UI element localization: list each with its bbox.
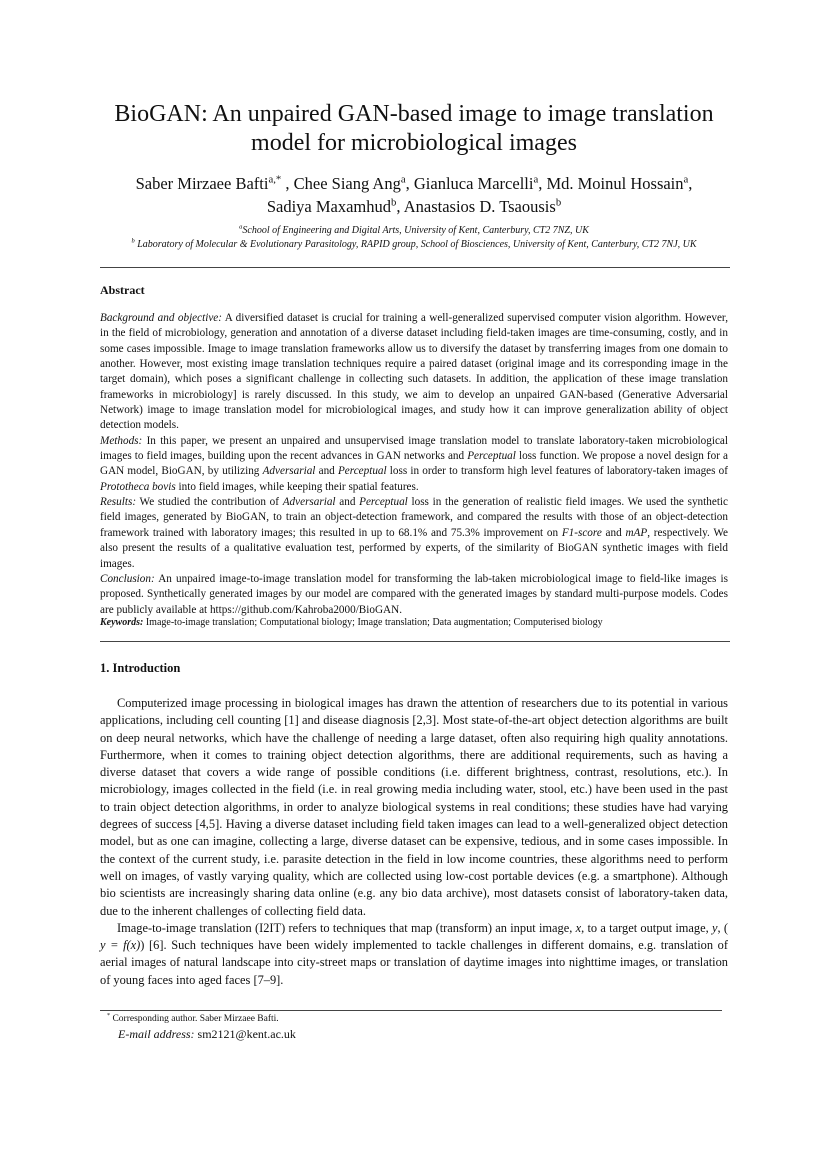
affiliation-b: $^b$ Laboratory of Molecular & Evolutionary Parasitology, RAPID group, School of Biosciences, University of Kent, Canterbury, CT2 7NJ, UK xyxy=(131,237,697,250)
author-1: Saber Mirzaee Bafti xyxy=(135,174,269,193)
abstract-conclusion: Conclusion: An unpaired image-to-image translation model for transforming the lab-taken microbiological image to field-like images is proposed. Synthetically generated images by our model are compared with the generated images by standard multi-purpose models. Codes are publicly available at https://github.com/Kahroba2000/BioGAN. xyxy=(100,572,728,616)
author-5: Sadiya Maxamhud xyxy=(266,197,392,216)
author-3: , Gianluca Marcelli xyxy=(405,174,534,193)
author-6-affil: b xyxy=(555,196,562,209)
inline-equation: y = f(x) xyxy=(100,938,141,953)
keywords-text: Image-to-image translation; Computational biology; Image translation; Data augmentation; Computerised biology xyxy=(143,617,603,628)
corresponding-author-footnote: * Corresponding author. Saber Mirzaee Bafti. xyxy=(107,1012,279,1024)
abstract-methods: Methods: In this paper, we present an unpaired and unsupervised image translation model to translate laboratory-taken microbiological images to field images, building upon the recent advances in GAN networks and Perceptual loss function. We propose a novel design for a GAN model, BioGAN, by utilizing Adversarial and Perceptual loss in order to transform high level features of laboratory-taken images of Prototheca bovis into field images, while keeping their spatial features. xyxy=(100,434,729,493)
author-4: , Md. Moinul Hossain xyxy=(538,174,684,193)
footnote-divider xyxy=(100,1010,722,1011)
abstract-body xyxy=(100,311,728,618)
intro-paragraph-1: Computerized image processing in biological images has drawn the attention of researchers due to its potential in various applications, including cell counting [1] and disease diagnosis [2,3]. Most state-of-the-art object detection algorithms are built on deep neural networks, which have the challenge of needing a large dataset, often also requiring high quality annotations. Furthermore, when it comes to training object detection algorithms, there are additional requirements, such as having a diverse dataset that covers a wide range of possible conditions (i.e. different brightness, contrast, resolutions, etc.). In microbiology, images collected in the field (i.e. in real growing media including water, stool, etc.) have been used in the past to train object detection algorithms, in order to analyze biological systems in real conditions; these studies have had varying degrees of success [4,5]. Having a diverse dataset including field taken images can lead to a well-generalized object detection model, but as one can imagine, collecting a large, diverse dataset can be expensive, tedious, and in some cases impossible. In the context of the current study, i.e. parasite detection in the field in low income countries, these algorithms need to perform well on images, of vastly varying quality, which are collected using low-cost portable devices (e.g. a smartphone). Although bio scientists are increasingly sharing data online (e.g. any bio data archive), most datasets consist of laboratory-taken data, due to the inherent challenges of collecting field data. xyxy=(100,696,728,918)
email-address: sm2121@kent.ac.uk xyxy=(194,1027,296,1041)
introduction-body xyxy=(100,695,728,989)
intro-paragraph-2: Image-to-image translation (I2IT) refers to techniques that map (transform) an input image, x, to a target output image, y, ( y = f(x)) [6]. Such techniques have been widely implemented to tackle challenges in different domains, e.g. translation of aerial images of natural landscape into city-street maps or translation of daytime images into nighttime images, or translation of young faces into aged faces [7–9]. xyxy=(100,920,728,987)
paper-title xyxy=(80,100,748,158)
author-4-tail: , xyxy=(688,174,693,193)
header-divider xyxy=(100,267,730,268)
title-line-1: BioGAN: An unpaired GAN-based image to image translation xyxy=(114,101,714,127)
author-5-affil: b xyxy=(391,196,397,209)
keywords-label: Keywords: xyxy=(100,617,144,628)
author-2-affil: a xyxy=(400,173,406,186)
abstract-divider xyxy=(100,641,730,642)
author-3-affil: a xyxy=(533,173,539,186)
author-1-affil: a,* xyxy=(268,173,282,186)
author-6: , Anastasios D. Tsaousis xyxy=(396,197,556,216)
section-heading-introduction: 1. Introduction xyxy=(100,661,181,675)
keywords xyxy=(100,616,728,630)
abstract-results: Results: We studied the contribution of Adversarial and Perceptual loss in the generation of realistic field images. We used the synthetic field images, generated by BioGAN, to train an object-detection framework, and compared the results with those of an object-detection framework trained with laboratory images; this resulted in up to 68.1% and 75.3% improvement on F1-score and mAP, respectively. We also present the results of a qualitative evaluation test, performed by experts, of the similarity of BioGAN synthetic images with field images. xyxy=(100,496,729,570)
affiliations xyxy=(60,224,768,252)
affiliation-a: $^a$School of Engineering and Digital Arts, University of Kent, Canterbury, CT2 7NZ, UK xyxy=(239,223,589,236)
title-line-2: model for microbiological images xyxy=(251,130,577,156)
abstract-background: Background and objective: A diversified dataset is crucial for training a well-generalized supervised computer vision algorithm. However, in the field of microbiology, generation and annotation of a diverse dataset including field-taken images are time-consuming, costly, and in some cases impossible. Image to image translation frameworks allow us to diversify the dataset by transferring images from one domain to another. However, most existing image translation techniques require a paired dataset (original image and its corresponding image in the target domain), which poses a significant challenge in collecting such datasets. In addition, the application of these image translation frameworks in microbiology] is rarely discussed. In this study, we aim to develop an unpaired GAN-based (Generative Adversarial Network) image to image translation model for microbiological images, and study how it can improve generalization ability of object detection models. xyxy=(100,312,728,432)
author-list xyxy=(70,172,758,218)
author-2: , Chee Siang Ang xyxy=(281,174,401,193)
author-4-affil: a xyxy=(683,173,689,186)
email-footnote: E-mail address: sm2121@kent.ac.uk xyxy=(118,1027,296,1041)
abstract-heading: Abstract xyxy=(100,283,145,297)
